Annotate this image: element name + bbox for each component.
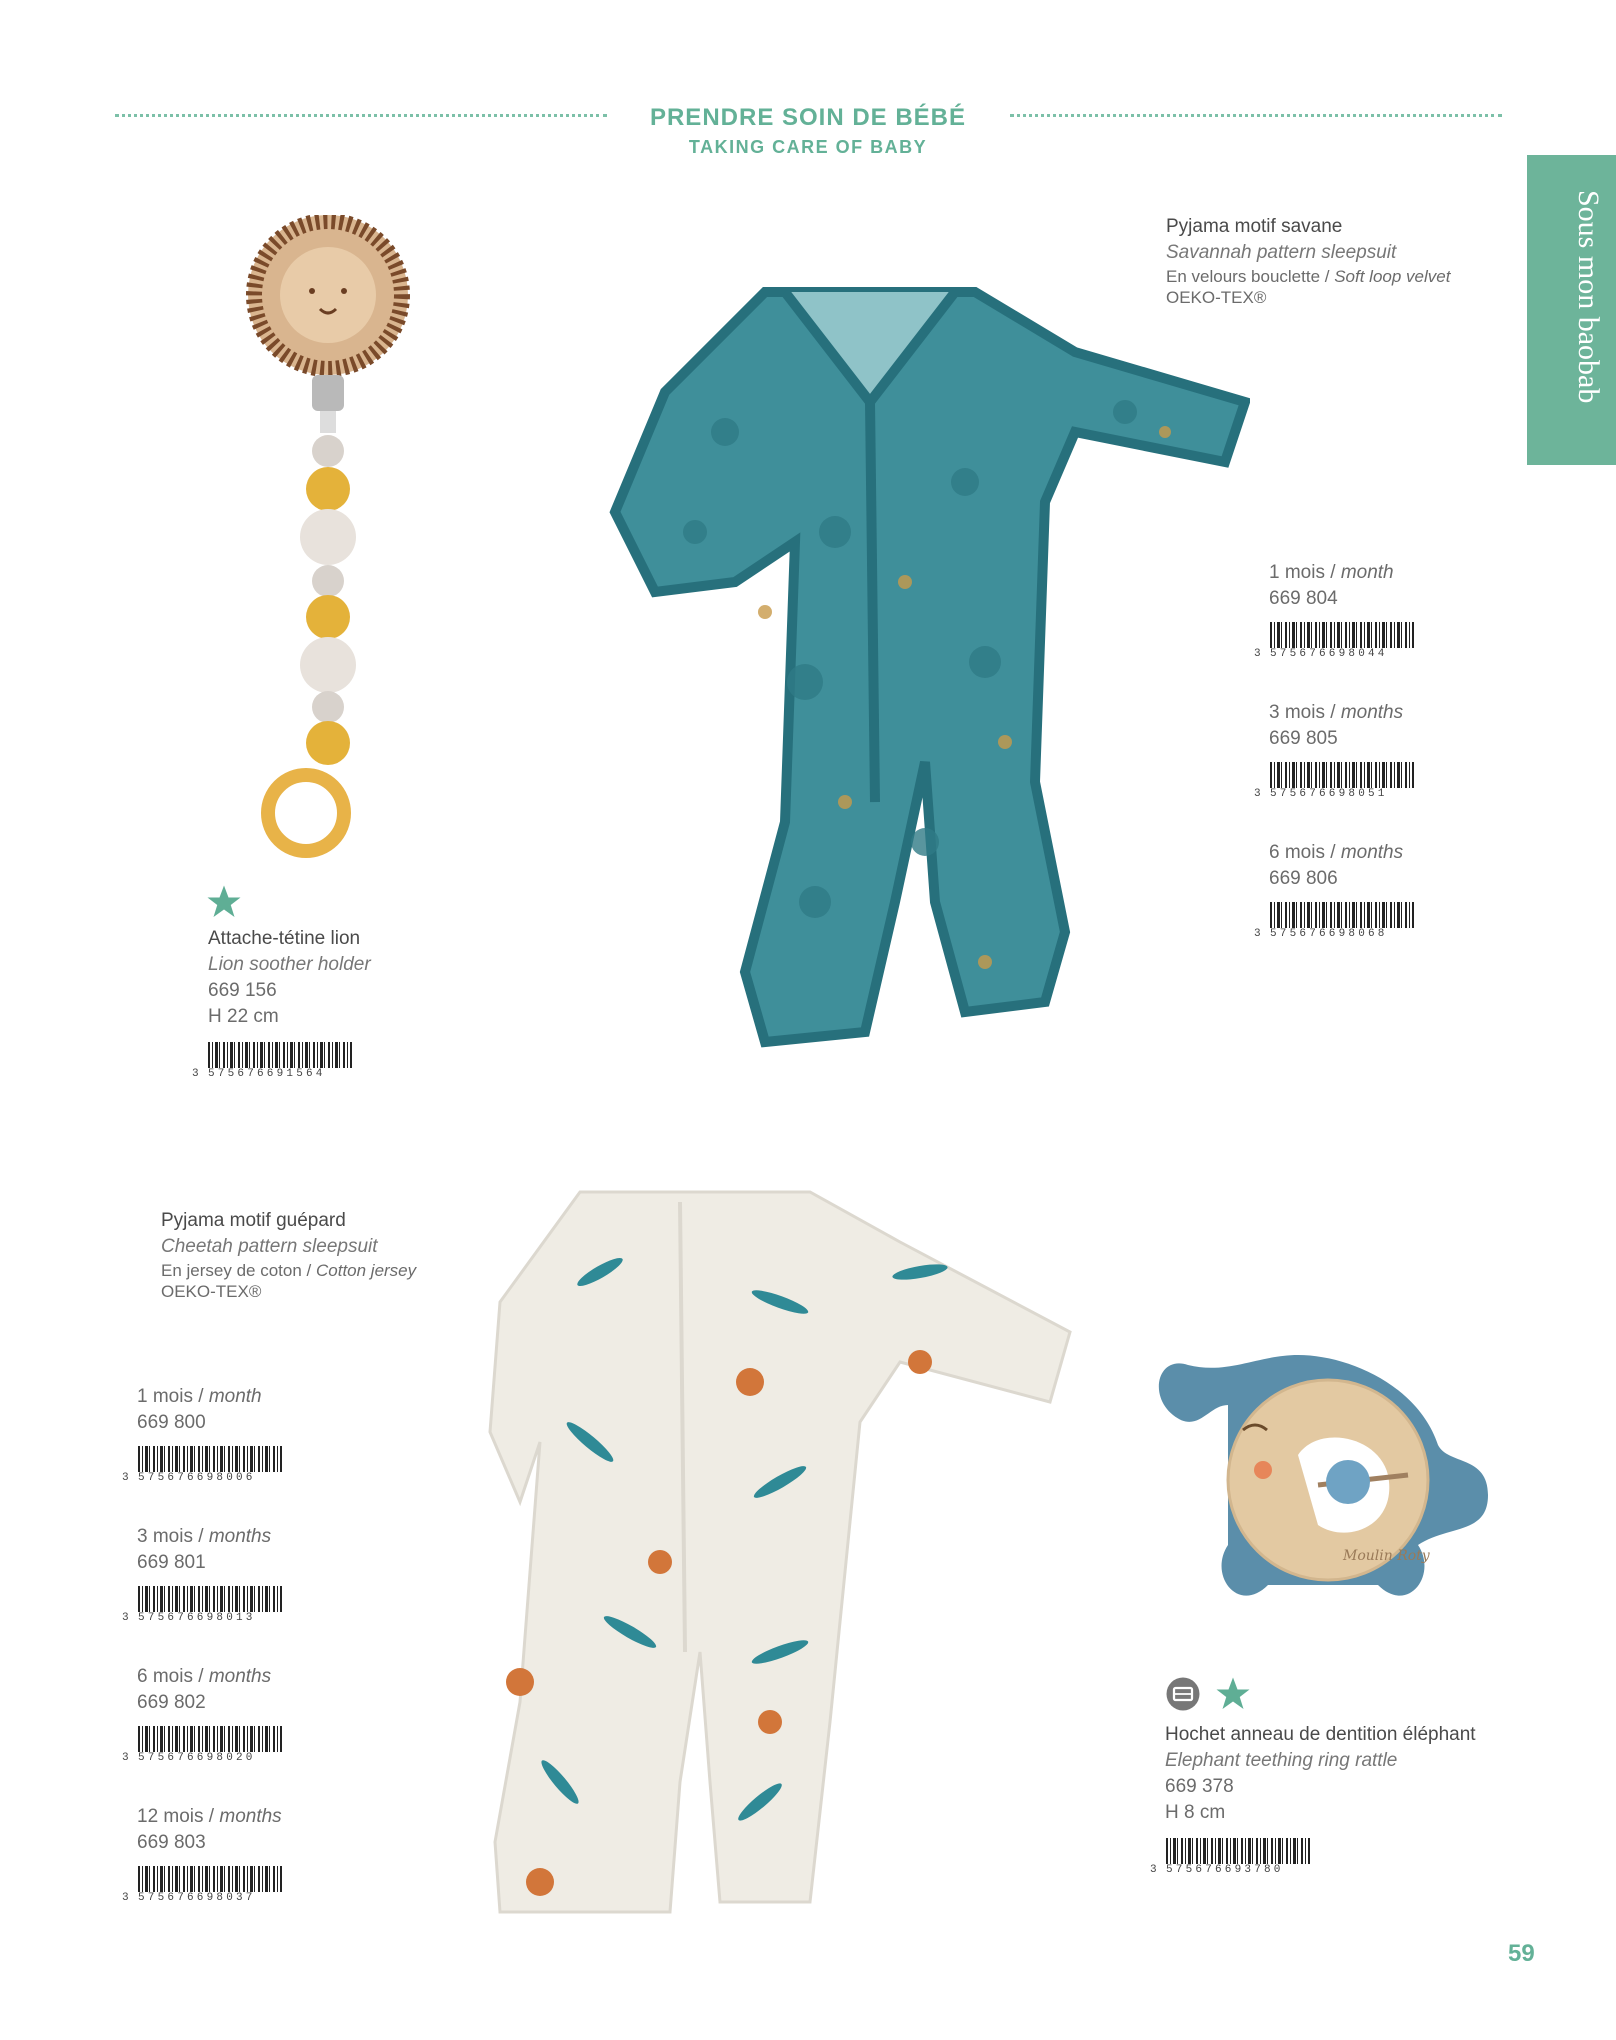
side-tab-label: Sous mon baobab [1572, 190, 1605, 404]
barcode: 3 575676698068 [1270, 902, 1414, 940]
soother-info [208, 926, 468, 1030]
brand-mark: Moulin Roty [1343, 1548, 1430, 1564]
barcode: 3 575676698020 [138, 1726, 282, 1764]
barcode: 3 575676698037 [138, 1866, 282, 1904]
product-name-en: Cheetah pattern sleepsuit [161, 1236, 378, 1257]
cheetah-sleepsuit-image [480, 1182, 1075, 1922]
product-name: Attache-tétine lion [208, 928, 361, 949]
barcode: 3 575676691564 [208, 1042, 352, 1080]
star-icon [1215, 1676, 1251, 1712]
variant-size: 1 mois / month 669 804 [1269, 562, 1394, 609]
product-cert: OEKO-TEX® [1166, 288, 1267, 307]
barcode: 3 575676698006 [138, 1446, 282, 1484]
variant-size: 6 mois / months 669 806 [1269, 842, 1404, 889]
product-size: H 8 cm [1165, 1802, 1226, 1823]
savanna-info [1166, 214, 1496, 308]
barcode: 3 575676698051 [1270, 762, 1414, 800]
variant-size: 3 mois / months 669 805 [1269, 702, 1404, 749]
page-number: 59 [1508, 1940, 1535, 1967]
product-name-en: Lion soother holder [208, 954, 371, 975]
product-ref: 669 378 [1165, 1776, 1234, 1797]
age-badge-icon [1165, 1676, 1201, 1712]
variant-size: 12 mois / months 669 803 [137, 1806, 282, 1853]
product-size: H 22 cm [208, 1006, 279, 1027]
barcode: 3 575676698044 [1270, 622, 1414, 660]
section-title: PRENDRE SOIN DE BÉBÉ [649, 104, 967, 131]
product-name-en: Elephant teething ring rattle [1165, 1750, 1398, 1771]
product-material: En jersey de coton / Cotton jersey [161, 1261, 417, 1280]
product-material: En velours bouclette / Soft loop velvet [1166, 267, 1451, 286]
barcode: 3 575676693780 [1166, 1838, 1310, 1876]
lion-soother-holder-image [240, 215, 420, 865]
barcode: 3 575676698013 [138, 1586, 282, 1624]
variant-size: 3 mois / months 669 801 [137, 1526, 272, 1573]
product-name: Pyjama motif guépard [161, 1210, 346, 1231]
savanna-sleepsuit-image [605, 282, 1250, 1052]
star-icon [206, 884, 242, 920]
rattle-info [1165, 1722, 1505, 1826]
product-name: Hochet anneau de dentition éléphant [1165, 1724, 1476, 1745]
elephant-rattle-image [1148, 1345, 1493, 1625]
cheetah-info [161, 1208, 501, 1302]
product-cert: OEKO-TEX® [161, 1282, 262, 1301]
variant-size: 1 mois / month 669 800 [137, 1386, 262, 1433]
product-ref: 669 156 [208, 980, 277, 1001]
product-name: Pyjama motif savane [1166, 216, 1343, 237]
section-subtitle: TAKING CARE OF BABY [688, 137, 928, 157]
product-name-en: Savannah pattern sleepsuit [1166, 242, 1397, 263]
variant-size: 6 mois / months 669 802 [137, 1666, 272, 1713]
